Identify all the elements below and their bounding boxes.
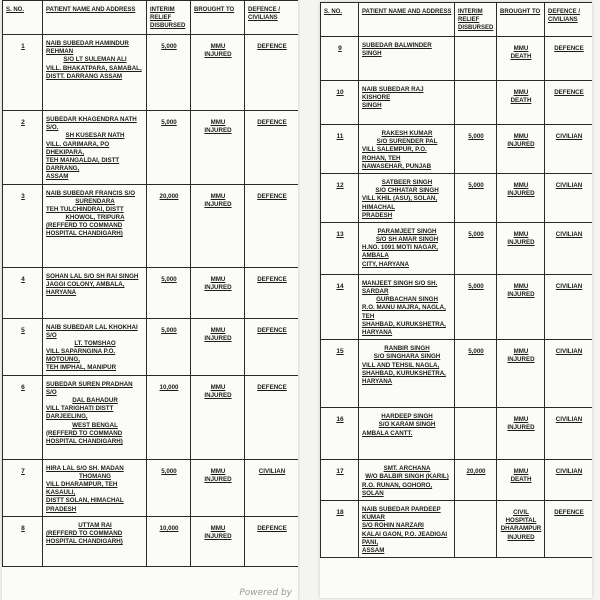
serial-number: 11 <box>321 125 359 174</box>
brought-to-line: INJURED <box>507 190 535 198</box>
patient-name-address <box>359 125 455 174</box>
table-body-left <box>3 35 299 567</box>
name-address-line: VILL. BHAKATPARA, SAMABAL, <box>46 64 142 72</box>
name-address-line: NAIB SUBEDAR HAMINDUR REHMAN <box>46 40 129 56</box>
interim-relief: 20,000 <box>147 184 191 267</box>
brought-to-line: INJURED <box>204 532 232 540</box>
brought-to-line: CIVIL HOSPITAL <box>505 508 537 525</box>
brought-to-line: INJURED <box>204 334 232 342</box>
serial-number: 18 <box>321 500 359 557</box>
name-address-line: CITY, HARYANA <box>362 260 409 268</box>
serial-number: 12 <box>321 173 359 222</box>
header-brought: BROUGHT TO <box>191 1 245 35</box>
interim-relief: 10,000 <box>147 516 191 566</box>
defence-civilian: CIVILIAN <box>545 460 593 501</box>
name-address-line: SINGH <box>362 102 382 110</box>
brought-to-line: MMU <box>210 383 226 391</box>
brought-to-line: MMU <box>210 467 226 475</box>
name-address-line: SHAHBAD, KURUKSHETRA, <box>362 369 446 377</box>
table-row <box>321 408 593 460</box>
name-address-line: S/O LT SULEMAN ALI <box>63 56 127 64</box>
header-type: DEFENCE / CIVILIANS <box>245 1 299 35</box>
defence-civilian: CIVILIAN <box>545 408 593 460</box>
table-row <box>321 460 593 501</box>
table-row <box>3 184 299 267</box>
patient-name-address <box>43 111 147 185</box>
interim-relief: 5,000 <box>147 35 191 111</box>
interim-relief: 5,000 <box>455 125 497 174</box>
interim-relief <box>455 500 497 557</box>
name-address-line: MANJEET SINGH S/O SH. SARDAR <box>362 279 438 296</box>
name-address-line: SUBEDAR SUREN PRADHAN S/O <box>46 380 133 396</box>
table-header-row <box>3 1 299 35</box>
name-address-line: (REFFERD TO COMMAND <box>46 429 123 437</box>
serial-number: 6 <box>3 375 43 459</box>
serial-number: 15 <box>321 340 359 408</box>
brought-to-line: MMU <box>513 89 529 96</box>
interim-relief: 5,000 <box>455 274 497 339</box>
interim-relief: 5,000 <box>455 340 497 408</box>
table-row <box>321 222 593 274</box>
interim-relief <box>455 81 497 125</box>
brought-to-line: MMU <box>513 416 529 424</box>
brought-to-line: INJURED <box>507 533 535 541</box>
header-sno: S. NO. <box>321 3 359 37</box>
name-address-line: HARDEEP SINGH <box>381 413 433 421</box>
name-address-line: S/O ROHIN NARZARI <box>362 522 424 530</box>
patient-name-address <box>43 318 147 375</box>
name-address-line: SURENDARA <box>75 197 115 205</box>
header-relief: INTERIM RELIEF DISBURSED <box>455 3 497 37</box>
defence-civilian: DEFENCE <box>545 81 593 125</box>
brought-to-line: MMU <box>210 524 226 532</box>
brought-to <box>497 500 545 557</box>
brought-to-line: MMU <box>513 133 529 140</box>
name-address-line: R.O. MANU MAJRA, NAGLA, TEH <box>362 304 446 320</box>
brought-to-line: INJURED <box>204 283 232 291</box>
name-address-line: NAIB SUBEDAR PARDEEP KUMAR <box>362 505 441 522</box>
brought-to-line: MMU <box>513 282 529 290</box>
patient-name-address <box>359 408 455 460</box>
table-row <box>321 500 593 557</box>
brought-to <box>497 408 545 460</box>
brought-to-line: DEATH <box>510 97 532 105</box>
patient-table-right <box>320 2 592 558</box>
serial-number: 17 <box>321 460 359 501</box>
name-address-line: LT. TOMSHAO <box>74 339 116 347</box>
patient-name-address <box>43 184 147 267</box>
table-row <box>321 274 593 339</box>
defence-civilian: DEFENCE <box>245 516 299 566</box>
name-address-line: S/O SH AMAR SINGH <box>375 236 439 244</box>
name-address-line: HARYANA <box>362 329 393 336</box>
name-address-line: GURBACHAN SINGH <box>376 296 438 304</box>
defence-civilian: DEFENCE <box>245 111 299 185</box>
brought-to-line: MMU <box>210 275 226 283</box>
brought-to-line: MMU <box>513 230 529 238</box>
brought-to <box>191 516 245 566</box>
table-row <box>3 318 299 375</box>
name-address-line: TEH IMPHAL, MANIPUR <box>46 364 117 372</box>
right-page <box>320 2 592 598</box>
header-type: DEFENCE / CIVILIANS <box>545 3 593 37</box>
brought-to <box>497 125 545 174</box>
brought-to-line: INJURED <box>204 391 232 399</box>
patient-table-left <box>2 0 298 567</box>
interim-relief: 5,000 <box>147 459 191 516</box>
interim-relief: 10,000 <box>147 375 191 459</box>
name-address-line: AMBALA CANTT. <box>362 429 413 437</box>
name-address-line: HIRA LAL S/O SH. MADAN <box>46 464 124 472</box>
serial-number: 4 <box>3 267 43 318</box>
header-brought: BROUGHT TO <box>497 3 545 37</box>
serial-number: 7 <box>3 459 43 516</box>
name-address-line: VILL AND TEHSIL NAGLA, <box>362 361 440 369</box>
brought-to-line: INJURED <box>507 141 535 149</box>
brought-to <box>191 375 245 459</box>
defence-civilian: DEFENCE <box>545 37 593 81</box>
brought-to <box>191 111 245 185</box>
defence-civilian: DEFENCE <box>245 184 299 267</box>
brought-to-line: INJURED <box>507 239 535 247</box>
name-address-line: TEH MANGALDAI, DISTT DARRANG, <box>46 156 120 173</box>
serial-number: 5 <box>3 318 43 375</box>
name-address-line: SHAHBAD, KURUKSHETRA, <box>362 320 446 328</box>
name-address-line: NAWASEHAR, PUNJAB <box>362 162 432 170</box>
serial-number: 16 <box>321 408 359 460</box>
table-body-right <box>321 37 593 558</box>
brought-to-line: INJURED <box>204 200 232 208</box>
left-page <box>2 0 298 600</box>
name-address-line: DISTT. DARRANG ASSAM <box>46 72 123 80</box>
serial-number: 8 <box>3 516 43 566</box>
name-address-line: NAIB SUBEDAR FRANCIS S/O <box>46 189 136 197</box>
brought-to-line: DHARAMPUR <box>500 525 542 533</box>
name-address-line: RAKESH KUMAR <box>381 130 433 137</box>
brought-to-line: MMU <box>210 192 226 200</box>
name-address-line: TEH TULCHINDRAI, DISTT <box>46 205 124 213</box>
defence-civilian: CIVILIAN <box>545 274 593 339</box>
serial-number: 13 <box>321 222 359 274</box>
name-address-line: S/O CHHATAR SINGH <box>375 187 439 195</box>
name-address-line: RANBIR SINGH <box>384 345 430 353</box>
name-address-line: SH KUSESAR NATH <box>65 132 125 140</box>
name-address-line: HOSPITAL CHANDIGARH) <box>46 538 123 546</box>
table-row <box>3 35 299 111</box>
name-address-line: JAGGI COLONY, AMBALA, HARYANA <box>46 280 125 296</box>
brought-to <box>191 35 245 111</box>
name-address-line: DAL BAHADUR <box>72 397 118 404</box>
brought-to-line: DEATH <box>510 476 532 484</box>
name-address-line: VILL. GARIMARA, PO DHEKIPARA, <box>46 140 110 156</box>
patient-name-address <box>359 222 455 274</box>
brought-to-line: DEATH <box>510 53 532 61</box>
serial-number: 10 <box>321 81 359 125</box>
name-address-line: VILL DHARAMPUR, TEH KASAULI, <box>46 481 118 497</box>
serial-number: 1 <box>3 35 43 111</box>
table-row <box>321 173 593 222</box>
serial-number: 2 <box>3 111 43 185</box>
name-address-line: HOSPITAL CHANDIGARH) <box>46 437 123 445</box>
brought-to-line: INJURED <box>507 291 535 299</box>
header-name: PATIENT NAME AND ADDRESS <box>359 3 455 37</box>
table-row <box>321 340 593 408</box>
brought-to <box>191 459 245 516</box>
patient-name-address <box>359 460 455 501</box>
name-address-line: VILL KHIL (ASU), SOLAN, HIMACHAL <box>362 195 438 211</box>
defence-civilian: CIVILIAN <box>545 222 593 274</box>
defence-civilian: CIVILIAN <box>245 459 299 516</box>
patient-name-address <box>43 267 147 318</box>
brought-to-line: MMU <box>210 43 226 50</box>
name-address-line: NAIB SUBEDAR LAL KHOKHAI S/O <box>46 323 138 339</box>
brought-to-line: INJURED <box>204 127 232 135</box>
brought-to-line: INJURED <box>204 475 232 483</box>
brought-to <box>191 184 245 267</box>
brought-to-line: INJURED <box>507 356 535 364</box>
name-address-line: S/O KARAM SINGH <box>378 421 436 429</box>
serial-number: 9 <box>321 37 359 81</box>
defence-civilian: CIVILIAN <box>545 173 593 222</box>
patient-name-address <box>359 340 455 408</box>
patient-name-address <box>43 459 147 516</box>
name-address-line: DISTT SOLAN, HIMACHAL PRADESH <box>46 497 124 513</box>
patient-name-address <box>359 37 455 81</box>
name-address-line: W/O BALBIR SINGH (KARIL) <box>365 473 449 481</box>
name-address-line: KALAI GAON, P.O. JEADIGAI PANI, <box>362 530 448 546</box>
name-address-line: UTTAM RAI <box>78 521 112 529</box>
watermark: Powered by <box>239 588 292 598</box>
brought-to-line: MMU <box>513 45 529 52</box>
patient-name-address <box>43 375 147 459</box>
brought-to-line: MMU <box>513 348 529 356</box>
table-row <box>3 459 299 516</box>
name-address-line: S/O SINGHARA SINGH <box>373 353 441 361</box>
name-address-line: H.NO. 1091 MOTI NAGAR, AMBALA <box>362 244 438 260</box>
brought-to-line: INJURED <box>507 424 535 432</box>
name-address-line: (REFFERD TO COMMAND <box>46 222 123 230</box>
patient-name-address <box>359 500 455 557</box>
brought-to-line: MMU <box>210 119 226 126</box>
patient-name-address <box>43 516 147 566</box>
defence-civilian: DEFENCE <box>245 267 299 318</box>
table-row <box>321 81 593 125</box>
table-row <box>321 125 593 174</box>
table-row <box>321 37 593 81</box>
brought-to-line: MMU <box>210 326 226 334</box>
brought-to <box>497 340 545 408</box>
interim-relief <box>455 408 497 460</box>
name-address-line: S/O SURENDER PAL <box>376 138 438 146</box>
interim-relief: 20,000 <box>455 460 497 501</box>
name-address-line: HOSPITAL CHANDIGARH) <box>46 230 123 238</box>
defence-civilian: DEFENCE <box>545 500 593 557</box>
name-address-line: VILL TARIGHATI DISTT DARJEELING, <box>46 405 114 421</box>
patient-name-address <box>359 173 455 222</box>
name-address-line: PRADESH <box>362 211 393 219</box>
name-address-line: THOMANG <box>79 472 111 480</box>
name-address-line: PARAMJEET SINGH <box>377 227 437 235</box>
name-address-line: KHOWOL, TRIPURA <box>65 214 125 222</box>
name-address-line: ASSAM <box>46 173 69 181</box>
table-row <box>3 516 299 566</box>
serial-number: 3 <box>3 184 43 267</box>
header-relief: INTERIM RELIEF DISBURSED <box>147 1 191 35</box>
name-address-line: ASSAM <box>362 546 385 554</box>
defence-civilian: DEFENCE <box>245 375 299 459</box>
defence-civilian: CIVILIAN <box>545 125 593 174</box>
patient-name-address <box>359 81 455 125</box>
name-address-line: SATBEER SINGH <box>381 178 433 186</box>
defence-civilian: DEFENCE <box>245 318 299 375</box>
name-address-line: SOHAN LAL S/O SH RAI SINGH <box>46 272 139 280</box>
patient-name-address <box>359 274 455 339</box>
brought-to <box>497 460 545 501</box>
table-row <box>3 111 299 185</box>
brought-to <box>497 81 545 125</box>
name-address-line: WEST BENGAL <box>72 421 118 429</box>
brought-to <box>497 274 545 339</box>
name-address-line: SMT. ARCHANA <box>383 465 431 473</box>
table-row <box>3 267 299 318</box>
brought-to <box>497 173 545 222</box>
name-address-line: NAIB SUBEDAR RAJ KISHORE <box>362 86 424 102</box>
header-name: PATIENT NAME AND ADDRESS <box>43 1 147 35</box>
name-address-line: (REFFERD TO COMMAND <box>46 529 123 537</box>
brought-to <box>191 267 245 318</box>
brought-to <box>497 222 545 274</box>
interim-relief: 5,000 <box>147 267 191 318</box>
brought-to <box>191 318 245 375</box>
serial-number: 14 <box>321 274 359 339</box>
defence-civilian: CIVILIAN <box>545 340 593 408</box>
name-address-line: VILL SAPARNGINA P.O. MOTOUNG, <box>46 348 116 364</box>
name-address-line: VILL SALEMPUR, P.O. ROHAN, TEH <box>362 146 427 162</box>
name-address-line: SUBEDAR KHAGENDRA NATH S/O. <box>46 116 137 132</box>
interim-relief: 5,000 <box>455 222 497 274</box>
header-sno: S. NO. <box>3 1 43 35</box>
name-address-line: SUBEDAR BALWINDER SINGH <box>362 42 432 58</box>
table-row <box>3 375 299 459</box>
interim-relief: 5,000 <box>147 111 191 185</box>
brought-to-line: MMU <box>513 468 529 476</box>
brought-to-line: MMU <box>513 181 529 189</box>
name-address-line: R.O. RUNAN, GOHORO, SOLAN <box>362 481 433 497</box>
name-address-line: HARYANA <box>362 377 393 385</box>
interim-relief: 5,000 <box>147 318 191 375</box>
patient-name-address <box>43 35 147 111</box>
brought-to <box>497 37 545 81</box>
brought-to-line: INJURED <box>204 51 232 59</box>
table-header-row <box>321 3 593 37</box>
defence-civilian: DEFENCE <box>245 35 299 111</box>
interim-relief: 5,000 <box>455 173 497 222</box>
interim-relief <box>455 37 497 81</box>
